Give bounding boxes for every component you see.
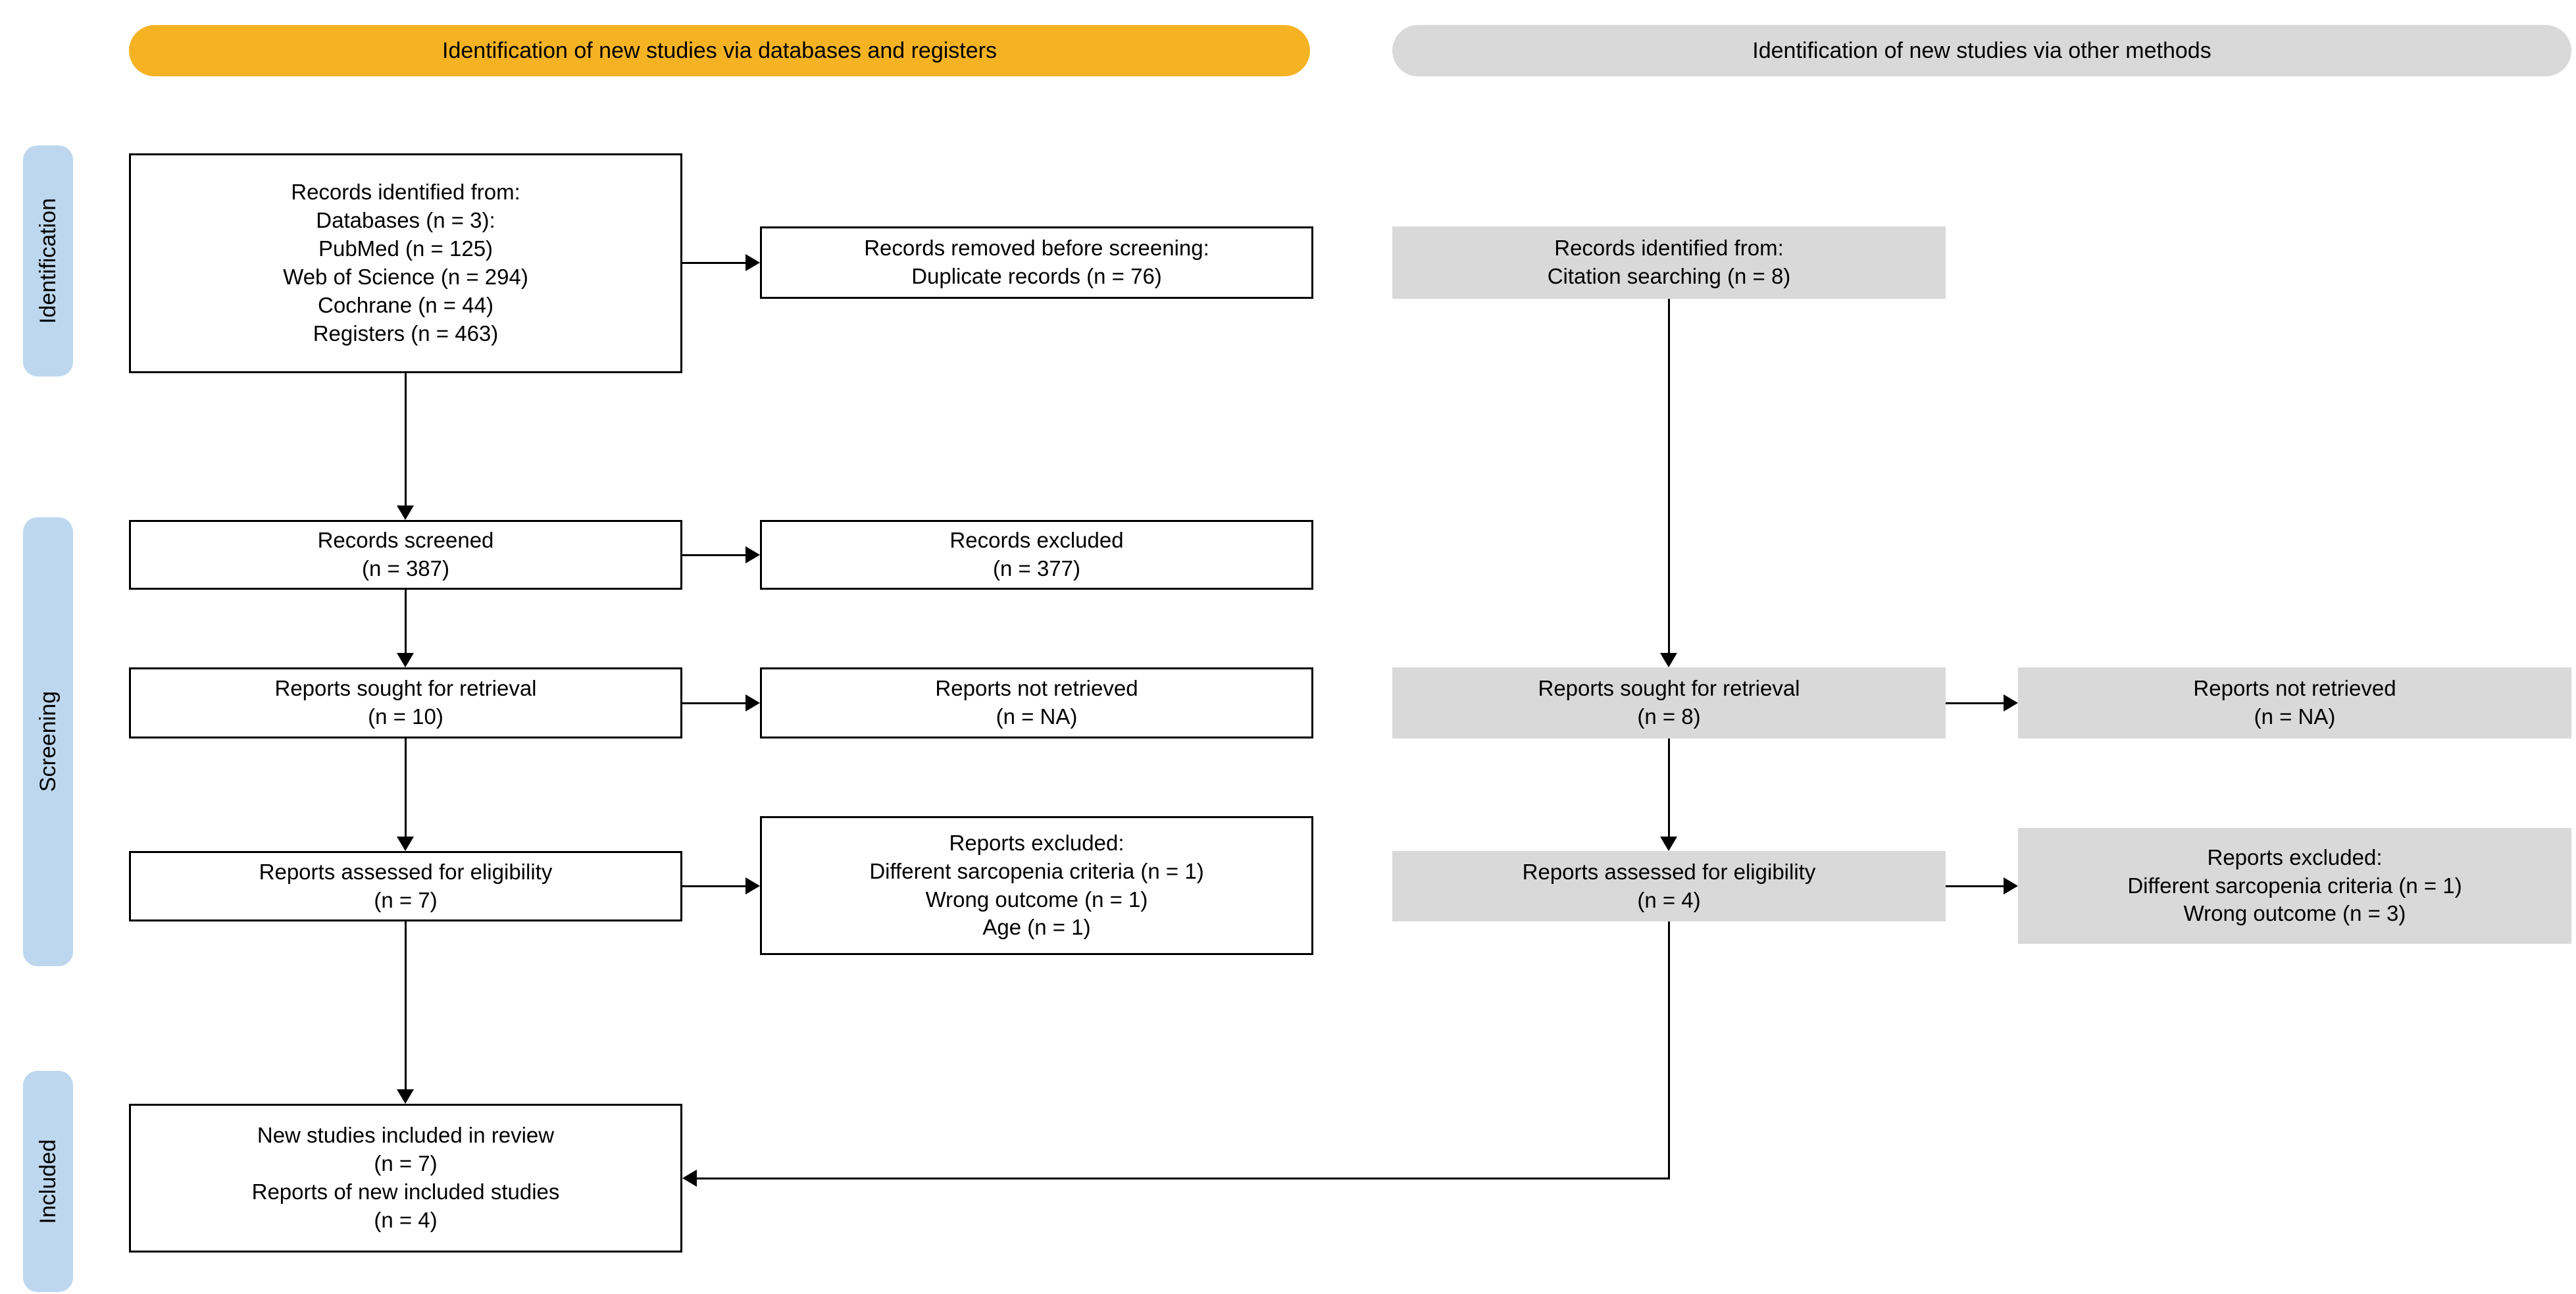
stage-screening <box>23 517 73 966</box>
box-records-excluded <box>760 520 1313 590</box>
text-line: Records identified from: <box>1554 236 1784 261</box>
arrow-citation-to-other-sought-line <box>1668 299 1670 653</box>
text-line: (n = 8) <box>1637 704 1701 729</box>
arrow-sought-to-not-retrieved-line <box>682 702 745 704</box>
text-line: Reports sought for retrieval <box>274 676 537 701</box>
arrow-identified-to-screened-line <box>405 373 407 505</box>
text-line: Reports not retrieved <box>2193 676 2396 701</box>
arrow-screened-to-sought-line <box>405 590 407 653</box>
arrow-assessed-to-included-head <box>397 1089 414 1104</box>
banner-databases-registers <box>129 25 1310 76</box>
text-line: (n = 387) <box>362 556 449 581</box>
box-records-screened <box>129 520 682 590</box>
text-line: (n = NA) <box>2254 704 2336 729</box>
stage-identification-label: Identification <box>35 198 61 324</box>
arrow-assessed-to-reports-excluded-head <box>745 877 760 894</box>
text-line: (n = 4) <box>1637 887 1701 912</box>
banner-other-methods <box>1392 25 2571 76</box>
text-line: Reports excluded: <box>2207 844 2383 869</box>
arrow-other-assessed-to-included-vertical <box>1668 921 1670 1179</box>
text-line: Databases (n = 3): <box>316 208 495 233</box>
text-line: Wrong outcome (n = 1) <box>925 887 1148 912</box>
box-records-removed <box>760 226 1313 299</box>
arrow-identified-to-removed-line <box>682 262 745 264</box>
arrow-identified-to-screened-head <box>397 505 414 520</box>
text-line: Age (n = 1) <box>982 915 1091 940</box>
arrow-screened-to-excluded-line <box>682 554 745 556</box>
arrow-other-assessed-to-included-horizontal <box>697 1178 1670 1179</box>
arrow-sought-to-assessed-line <box>405 738 407 837</box>
stage-included-label: Included <box>35 1139 61 1224</box>
text-line: Reports of new included studies <box>251 1179 560 1204</box>
box-other-reports-excluded <box>2018 828 2571 944</box>
box-records-identified-databases <box>129 153 682 373</box>
arrow-screened-to-excluded-head <box>745 546 760 563</box>
arrow-sought-to-not-retrieved-head <box>745 694 760 712</box>
text-line: Cochrane (n = 44) <box>318 292 493 317</box>
banner-other-methods-label: Identification of new studies via other methods <box>1752 38 2211 63</box>
box-reports-not-retrieved <box>760 667 1313 738</box>
arrow-other-sought-to-not-retrieved-line <box>1946 702 2004 704</box>
banner-databases-registers-label: Identification of new studies via databases and registers <box>442 38 997 63</box>
text-line: Records excluded <box>949 528 1124 553</box>
text-line: Duplicate records (n = 76) <box>911 264 1162 288</box>
text-line: (n = NA) <box>996 704 1078 729</box>
text-line: Reports excluded: <box>949 830 1124 855</box>
box-other-reports-sought <box>1392 667 1946 738</box>
text-line: Reports assessed for eligibility <box>259 859 553 884</box>
box-other-reports-not-retrieved <box>2018 667 2571 738</box>
text-line: PubMed (n = 125) <box>318 236 493 261</box>
arrow-identified-to-removed-head <box>745 254 760 271</box>
text-line: (n = 4) <box>374 1207 438 1232</box>
box-new-studies-included <box>129 1104 682 1253</box>
text-line: Records removed before screening: <box>864 236 1209 261</box>
stage-included <box>23 1071 73 1292</box>
box-records-identified-citation <box>1392 226 1946 299</box>
arrow-screened-to-sought-head <box>397 653 414 667</box>
text-line: Different sarcopenia criteria (n = 1) <box>869 858 1204 883</box>
text-line: Citation searching (n = 8) <box>1547 264 1791 288</box>
text-line: Records identified from: <box>291 180 520 205</box>
arrow-citation-to-other-sought-head <box>1660 653 1677 667</box>
arrow-other-assessed-to-excluded-line <box>1946 885 2004 887</box>
text-line: Wrong outcome (n = 3) <box>2183 901 2406 926</box>
text-line: Records screened <box>317 528 494 553</box>
arrow-other-sought-to-assessed-head <box>1660 837 1677 851</box>
arrow-other-sought-to-not-retrieved-head <box>2004 694 2018 712</box>
text-line: New studies included in review <box>257 1123 555 1148</box>
text-line: Registers (n = 463) <box>313 321 499 346</box>
text-line: Reports sought for retrieval <box>1538 676 1800 701</box>
box-reports-sought <box>129 667 682 738</box>
arrow-assessed-to-reports-excluded-line <box>682 885 745 887</box>
text-line: Web of Science (n = 294) <box>283 265 528 289</box>
arrow-sought-to-assessed-head <box>397 837 414 851</box>
box-other-reports-assessed <box>1392 851 1946 921</box>
text-line: Reports assessed for eligibility <box>1522 859 1816 884</box>
text-line: (n = 7) <box>374 1151 438 1176</box>
arrow-other-assessed-to-included-head <box>682 1170 697 1187</box>
text-line: Reports not retrieved <box>935 676 1138 701</box>
stage-identification <box>23 145 73 376</box>
arrow-assessed-to-included-line <box>405 921 407 1089</box>
arrow-other-assessed-to-excluded-head <box>2004 877 2018 894</box>
text-line: Different sarcopenia criteria (n = 1) <box>2127 873 2462 898</box>
box-reports-assessed <box>129 851 682 921</box>
stage-screening-label: Screening <box>35 691 61 792</box>
text-line: (n = 7) <box>374 887 438 912</box>
text-line: (n = 377) <box>993 556 1080 581</box>
text-line: (n = 10) <box>368 704 443 729</box>
arrow-other-sought-to-assessed-line <box>1668 738 1670 837</box>
box-reports-excluded <box>760 816 1313 955</box>
